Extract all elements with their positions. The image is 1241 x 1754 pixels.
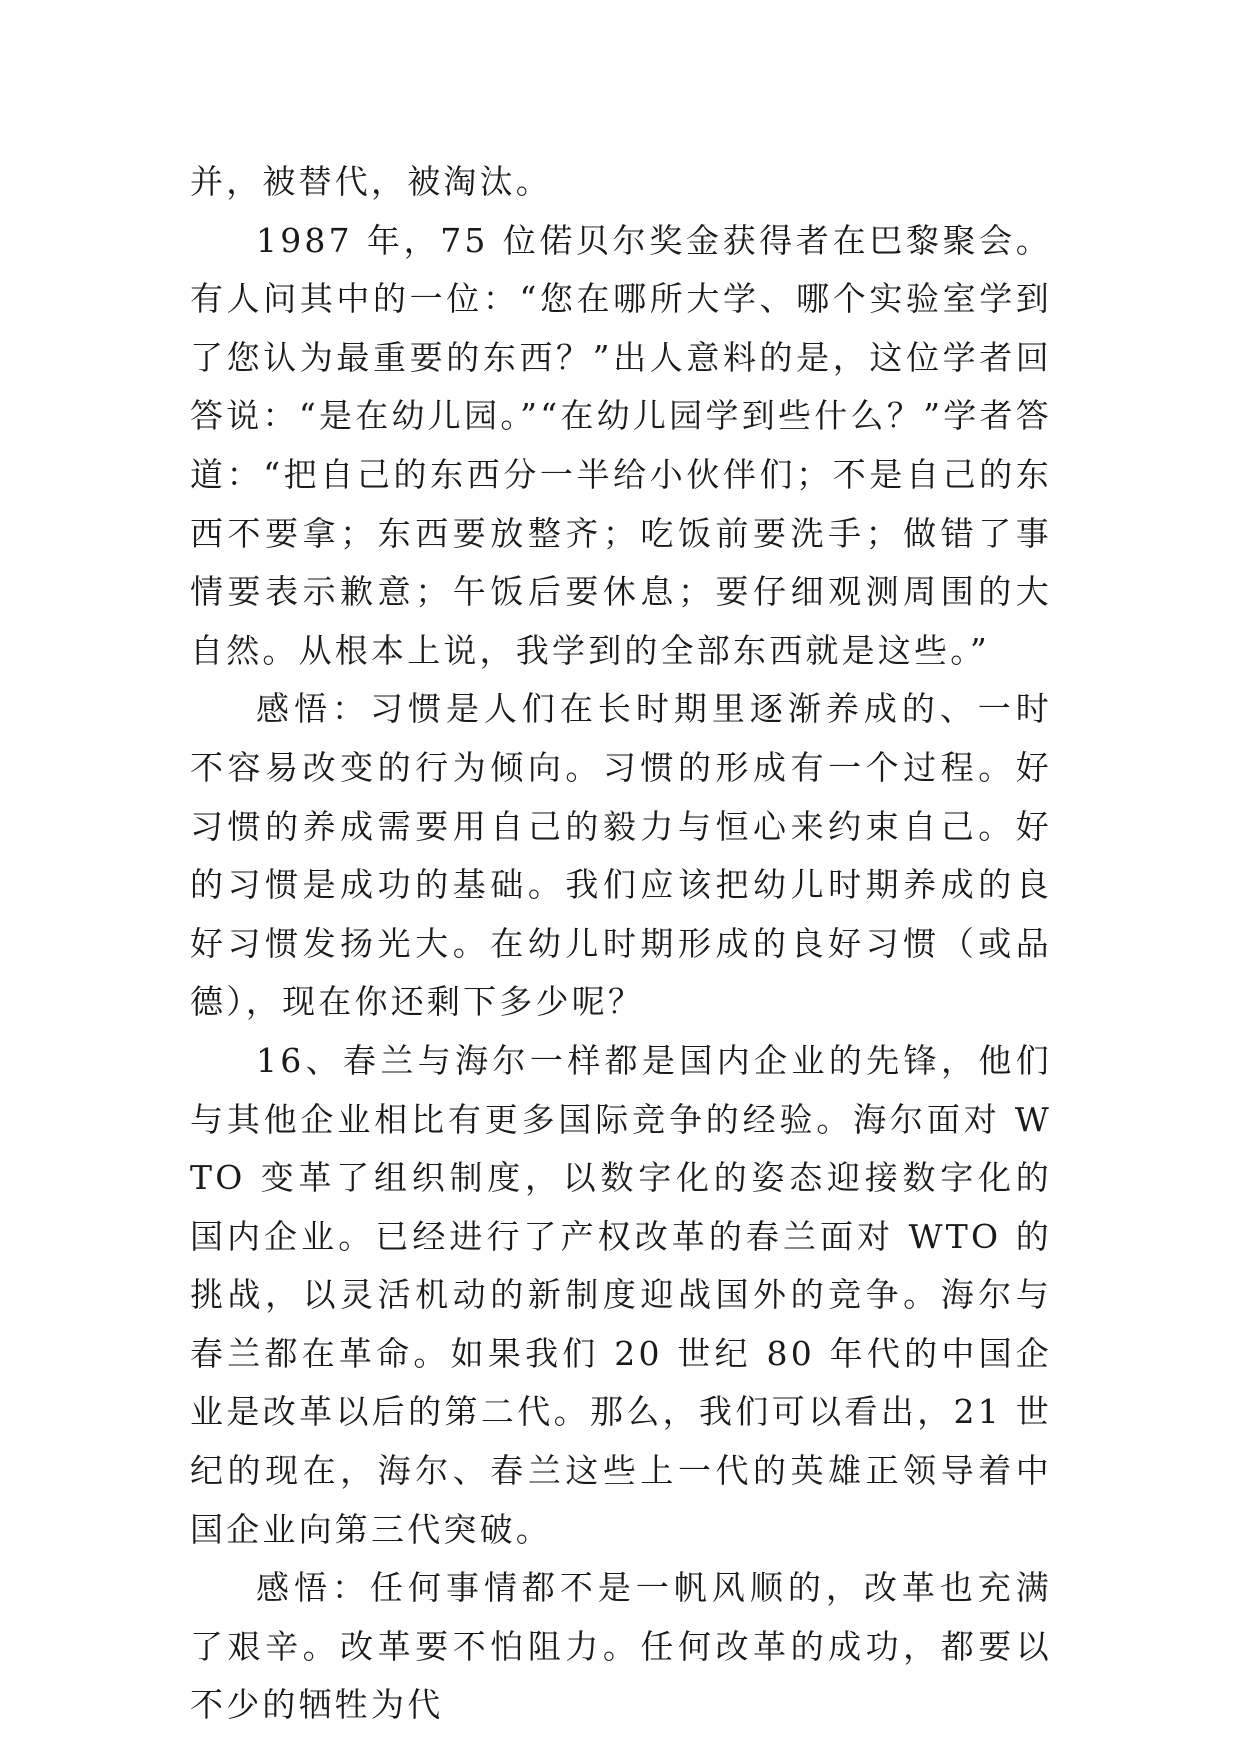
paragraph-reflection-reform: 感悟：任何事情都不是一帆风顺的，改革也充满了艰辛。改革要不怕阻力。任何改革的成功，都要以不少的牺牲为代 — [190, 1568, 1052, 1725]
paragraph-story-16: 16、春兰与海尔一样都是国内企业的先锋，他们与其他企业相比有更多国际竞争的经验。海尔面对 WTO 变革了组织制度，以数字化的姿态迎接数字化的国内企业。已经进行了产权改革的春兰面对 WTO 的挑战，以灵活机动的新制度迎战国外的竞争。海尔与春兰都在革命。如果我们 20 世纪 80 年代的中国企业是改革以后的第二代。那么，我们可以看出，21 世纪的现在，海尔、春兰这些上一代的英雄正领导着中国企业向第三代突破。 — [190, 1040, 1052, 1549]
document-body — [190, 153, 1052, 1735]
paragraph-nobel-story: 1987 年，75 位偌贝尔奖金获得者在巴黎聚会。有人问其中的一位：“您在哪所大学、哪个实验室学到了您认为最重要的东西？”出人意料的是，这位学者回答说：“是在幼儿园。”“在幼儿园学到些什么？”学者答道：“把自己的东西分一半给小伙伴们；不是自己的东西不要拿；东西要放整齐；吃饭前要洗手；做错了事情要表示歉意；午饭后要休息；要仔细观测周围的大自然。从根本上说，我学到的全部东西就是这些。” — [190, 220, 1052, 670]
paragraph-continuation: 并，被替代，被淘汰。 — [190, 162, 552, 201]
paragraph-reflection-habits: 感悟：习惯是人们在长时期里逐渐养成的、一时不容易改变的行为倾向。习惯的形成有一个过程。好习惯的养成需要用自己的毅力与恒心来约束自己。好的习惯是成功的基础。我们应该把幼儿时期养成的良好习惯发扬光大。在幼儿时期形成的良好习惯（或品德），现在你还剩下多少呢？ — [190, 689, 1052, 1022]
